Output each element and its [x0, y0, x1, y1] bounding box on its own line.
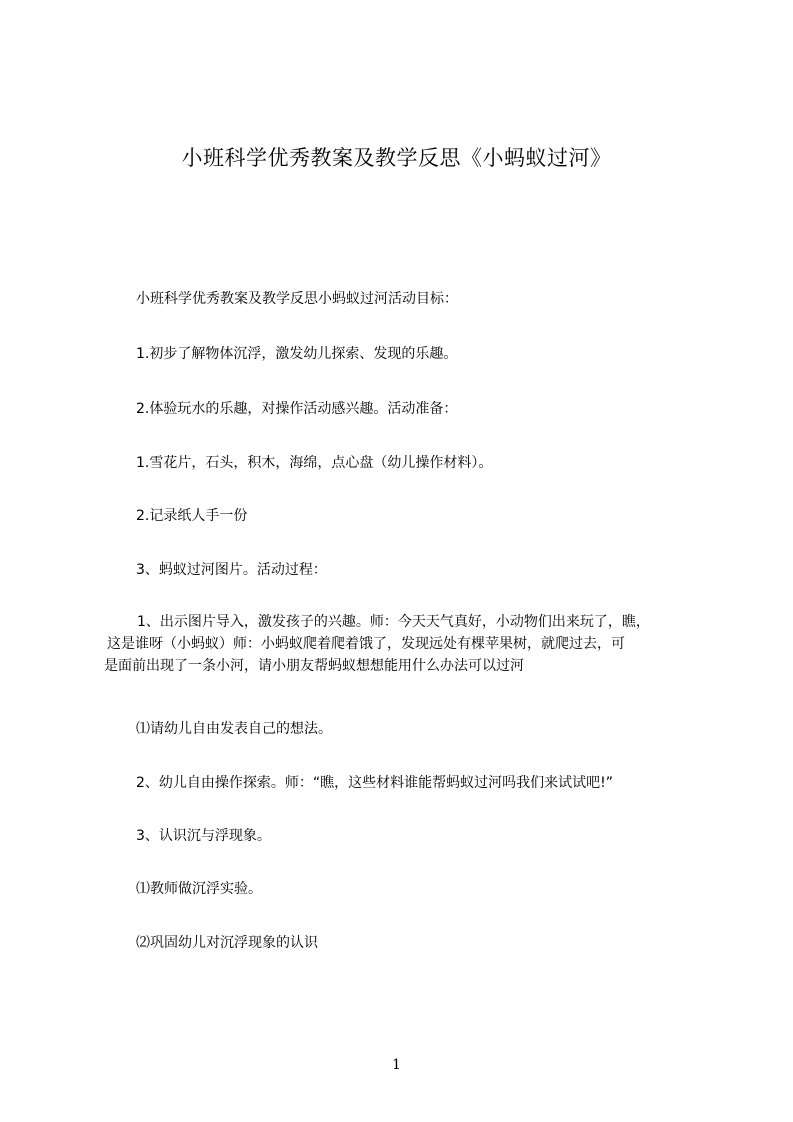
paragraph-objective-1: 1.初步了解物体沉浮，激发幼儿探索、发现的乐趣。: [136, 346, 458, 362]
paragraph-step-1-1: ⑴请幼儿自由发表自己的想法。: [136, 721, 332, 737]
paragraph-step-2: 2、幼儿自由操作探索。师：“瞧，这些材料谁能帮蚂蚁过河吗我们来试试吧!”: [136, 775, 614, 791]
paragraph-step-3: 3、认识沉与浮现象。: [136, 828, 271, 844]
paragraph-process-1: [104, 611, 724, 677]
paragraph-material-1: 1.雪花片，石头，积木，海绵，点心盘（幼儿操作材料）。: [136, 455, 493, 471]
document-title: 小班科学优秀教案及教学反思《小蚂蚁过河》: [181, 146, 612, 170]
process-line-2: 这是谁呀（小蚂蚁）师：小蚂蚁爬着爬着饿了，发现远处有棵苹果树，就爬过去，可: [107, 636, 625, 652]
paragraph-objective-2: 2.体验玩水的乐趣，对操作活动感兴趣。活动准备：: [136, 401, 458, 417]
paragraph-step-3-2: ⑵巩固幼儿对沉浮现象的认识: [136, 935, 318, 951]
paragraph-objectives-heading: 小班科学优秀教案及教学反思小蚂蚁过河活动目标：: [136, 291, 458, 307]
paragraph-step-3-1: ⑴教师做沉浮实验。: [136, 881, 262, 897]
paragraph-material-3: 3、蚂蚁过河图片。活动过程：: [136, 562, 327, 578]
page-number: 1: [392, 1057, 401, 1073]
process-line-1: 1、出示图片导入，激发孩子的兴趣。师：今天天气真好，小动物们出来玩了，瞧，: [137, 614, 650, 630]
paragraph-material-2: 2.记录纸人手一份: [136, 508, 248, 524]
process-line-3: 是面前出现了一条小河，请小朋友帮蚂蚁想想能用什么办法可以过河: [104, 658, 524, 674]
